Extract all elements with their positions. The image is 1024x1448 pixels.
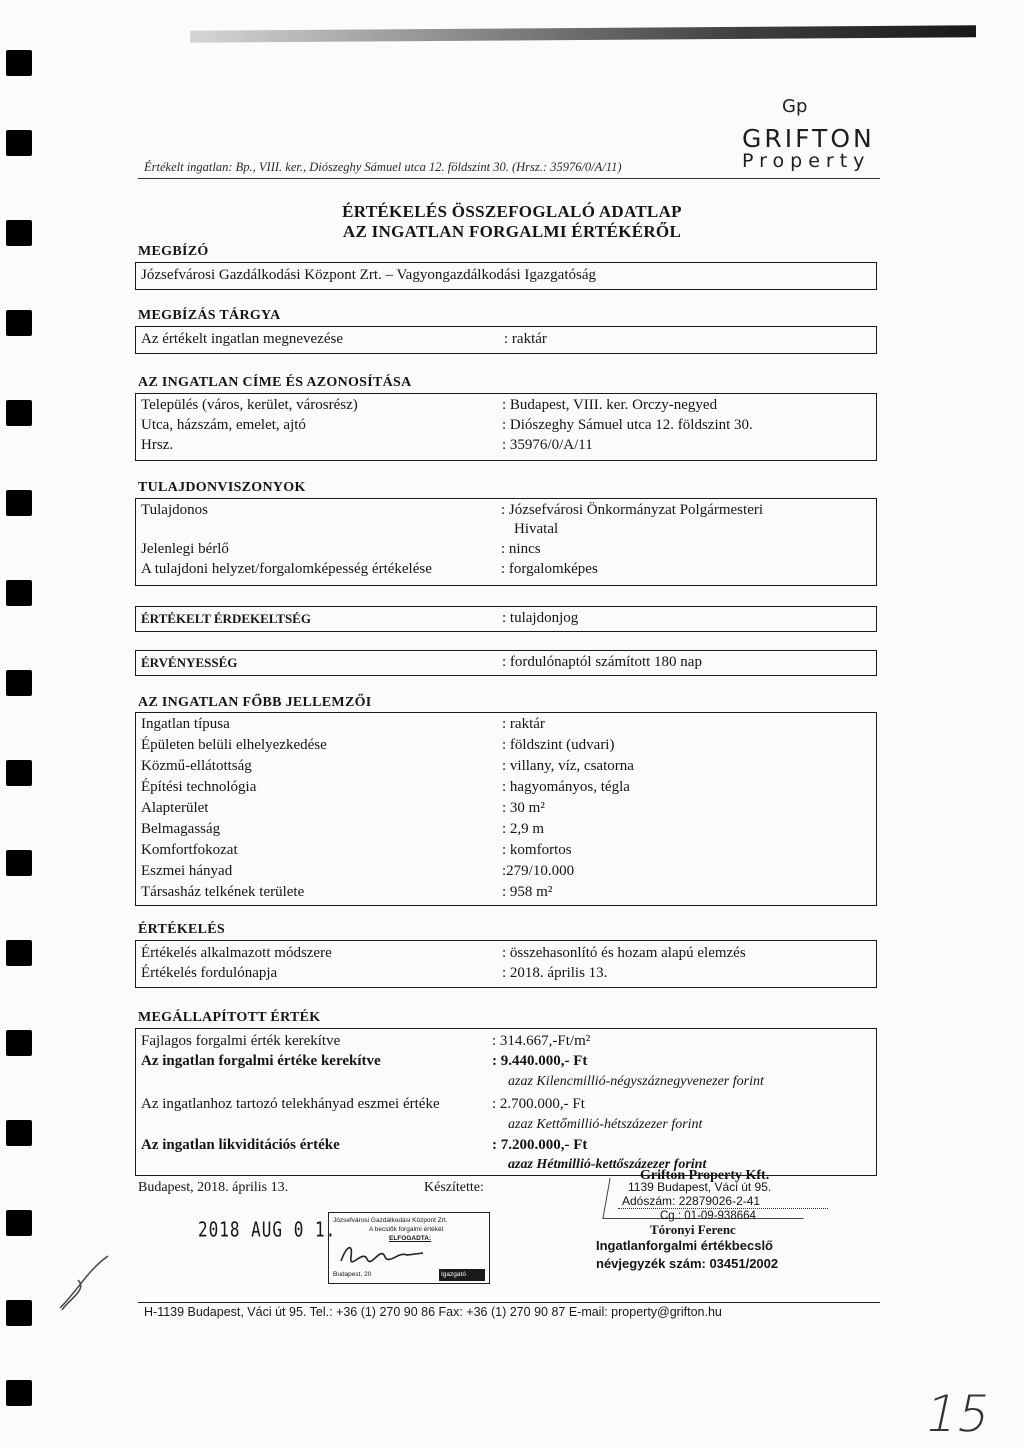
tulaj-row-value: : nincs <box>501 541 541 557</box>
stamp-company-reg: Cg.: 01-09-938664 <box>660 1210 756 1222</box>
section-heading-megbizo: MEGBÍZÓ <box>138 244 209 259</box>
scan-top-shadow <box>190 25 976 42</box>
section-heading-ertekeles: ÉRTÉKELÉS <box>138 922 226 937</box>
cim-row-value: : Budapest, VIII. ker. Orczy-negyed <box>502 397 718 413</box>
ervenyesseg-box <box>135 650 877 676</box>
footer-divider <box>138 1302 880 1303</box>
erdekeltseg-value: : tulajdonjog <box>502 610 579 626</box>
seal-text: Igazgató <box>441 1271 466 1278</box>
place-date: Budapest, 2018. április 13. <box>138 1180 289 1195</box>
ertek-label: Az ingatlan forgalmi értéke kerekítve <box>141 1053 381 1069</box>
handwritten-page-number: 15 <box>919 1385 996 1443</box>
erdekeltseg-label: ÉRTÉKELT ÉRDEKELTSÉG <box>141 611 311 626</box>
ertekeles-value: : 2018. április 13. <box>502 965 608 981</box>
tulaj-row-label: Jelenlegi bérlő <box>141 541 229 557</box>
jellemzo-label: Építési technológia <box>141 779 257 795</box>
tulaj-row-value: : Józsefvárosi Önkormányzat Polgármesteri <box>501 502 764 518</box>
valuer-role: Ingatlanforgalmi értékbecslő <box>596 1238 773 1253</box>
header-divider <box>138 178 880 179</box>
tulaj-box <box>135 498 877 586</box>
section-heading-cim: AZ INGATLAN CÍME ÉS AZONOSÍTÁSA <box>138 375 412 390</box>
ertek-value: : 9.440.000,- Ft <box>492 1053 588 1069</box>
tulaj-row-label: Tulajdonos <box>141 502 208 518</box>
jellemzo-label: Épületen belüli elhelyezkedése <box>141 737 327 753</box>
jellemzo-value: : földszint (udvari) <box>502 737 615 753</box>
section-heading-jellemzok: AZ INGATLAN FŐBB JELLEMZŐI <box>138 695 372 710</box>
stamp-address: 1139 Budapest, Váci út 95. <box>628 1180 772 1194</box>
jellemzok-box <box>135 712 877 906</box>
binder-holes <box>0 40 42 1400</box>
ertek-value: : 7.200.000,- Ft <box>492 1137 588 1153</box>
ertek-value-words: azaz Kettőmillió-hétszázezer forint <box>508 1117 703 1132</box>
jellemzo-value: : raktár <box>502 716 545 732</box>
jellemzo-label: Társasház telkének területe <box>141 884 305 900</box>
seal-text: ELFOGADTA: <box>389 1235 432 1242</box>
seal-text: Józsefvárosi Gazdálkodási Központ Zrt. <box>333 1217 448 1224</box>
megbizas-label: Az értékelt ingatlan megnevezése <box>141 331 343 347</box>
ertekeles-value: : összehasonlító és hozam alapú elemzés <box>502 945 746 961</box>
tulaj-row-label: A tulajdoni helyzet/forgalomképesség értékelése <box>141 561 432 577</box>
received-date-stamp: 2018 AUG 0 1. <box>198 1217 337 1242</box>
megbizo-value: Józsefvárosi Gazdálkodási Központ Zrt. – Vagyongazdálkodási Igazgatóság <box>141 267 597 283</box>
acceptance-seal <box>328 1212 490 1284</box>
jellemzo-label: Ingatlan típusa <box>141 716 230 732</box>
section-heading-tulaj: TULAJDONVISZONYOK <box>138 480 306 495</box>
megbizas-box <box>135 326 877 354</box>
company-name: Grifton Property Kft. <box>640 1168 770 1183</box>
cim-row-label: Hrsz. <box>141 437 174 453</box>
cim-box <box>135 393 877 461</box>
handwritten-signature-icon <box>337 1239 427 1269</box>
jellemzo-label: Közmű-ellátottság <box>141 758 252 774</box>
document-title-line1: ÉRTÉKELÉS ÖSSZEFOGLALÓ ADATLAP <box>342 202 682 221</box>
brand-title: GRIFTON <box>742 124 875 153</box>
jellemzo-label: Komfortfokozat <box>141 842 238 858</box>
brand-subtitle: Property <box>742 150 871 172</box>
jellemzo-value: : komfortos <box>502 842 572 858</box>
prepared-by-label: Készítette: <box>424 1180 484 1195</box>
header-property-line: Értékelt ingatlan: Bp., VIII. ker., Diószeghy Sámuel utca 12. földszint 30. (Hrsz.: 35976/0/A/11) <box>144 160 622 174</box>
footer-contact: H-1139 Budapest, Váci út 95. Tel.: +36 (1) 270 90 86 Fax: +36 (1) 270 90 87 E-mail: property@grifton.hu <box>144 1305 722 1319</box>
cim-row-label: Település (város, kerület, városrész) <box>141 397 358 413</box>
jellemzo-label: Alapterület <box>141 800 209 816</box>
jellemzo-label: Eszmei hányad <box>141 863 233 879</box>
seal-text: Budapest, 20 <box>333 1271 372 1278</box>
seal-text: A becslők forgalmi értékét <box>369 1226 444 1233</box>
ertek-value: : 2.700.000,- Ft <box>492 1096 585 1112</box>
ertekeles-box <box>135 940 877 988</box>
section-heading-ertek: MEGÁLLAPÍTOTT ÉRTÉK <box>138 1010 321 1025</box>
ervenyesseg-label: ÉRVÉNYESSÉG <box>141 655 238 670</box>
ertekeles-label: Értékelés alkalmazott módszere <box>141 945 332 961</box>
erdekeltseg-box <box>135 606 877 632</box>
jellemzo-value: : 2,9 m <box>502 821 545 837</box>
jellemzo-label: Belmagasság <box>141 821 221 837</box>
ertek-value: : 314.667,-Ft/m² <box>492 1033 591 1049</box>
document-title-line2: AZ INGATLAN FORGALMI ÉRTÉKÉRŐL <box>342 222 682 241</box>
ertek-label: Fajlagos forgalmi érték kerekítve <box>141 1033 341 1049</box>
valuer-name: Tóronyi Ferenc <box>650 1222 736 1237</box>
ertek-box <box>135 1028 877 1176</box>
megbizo-box <box>135 262 877 290</box>
valuer-registry: névjegyzék szám: 03451/2002 <box>596 1256 779 1271</box>
ertek-label: Az ingatlan likviditációs értéke <box>141 1137 340 1153</box>
signature-dotted-line <box>618 1208 828 1209</box>
brand-logo-icon: Gp <box>782 96 808 117</box>
megbizas-value: : raktár <box>504 331 547 347</box>
jellemzo-value: : 958 m² <box>502 884 553 900</box>
cim-row-value: : 35976/0/A/11 <box>502 437 593 453</box>
jellemzo-value: : villany, víz, csatorna <box>502 758 634 774</box>
ertek-value-words: azaz Kilencmillió-négyszáznegyvenezer forint <box>508 1074 764 1089</box>
ertek-value-words: azaz Hétmillió-kettőszázezer forint <box>508 1157 707 1172</box>
ervenyesseg-value: : fordulónaptól számított 180 nap <box>502 654 702 670</box>
section-heading-megbizas: MEGBÍZÁS TÁRGYA <box>138 308 281 323</box>
ertekeles-label: Értékelés fordulónapja <box>141 965 278 981</box>
tulaj-row-value: : forgalomképes <box>501 561 598 577</box>
tulaj-row-value-cont: Hivatal <box>514 521 559 537</box>
jellemzo-value: : hagyományos, tégla <box>502 779 630 795</box>
stamp-tax-number: Adószám: 22879026-2-41 <box>622 1194 761 1208</box>
jellemzo-value: :279/10.000 <box>502 863 575 879</box>
cim-row-value: : Diószeghy Sámuel utca 12. földszint 30. <box>502 417 753 433</box>
jellemzo-value: : 30 m² <box>502 800 545 816</box>
cim-row-label: Utca, házszám, emelet, ajtó <box>141 417 306 433</box>
margin-scribble-icon <box>48 1250 118 1320</box>
ertek-label: Az ingatlanhoz tartozó telekhányad eszmei értéke <box>141 1096 440 1112</box>
